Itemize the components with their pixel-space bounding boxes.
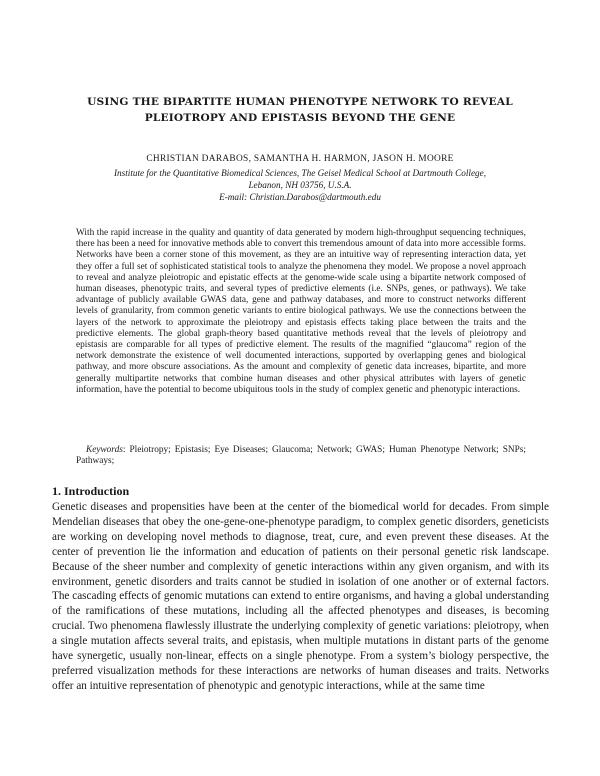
affiliation-institute: Institute for the Quantitative Biomedical Sciences, The Geisel Medical School at Dartmouth College, [113,168,487,178]
keywords-paragraph [76,445,526,467]
affiliation-block [60,167,540,203]
author-list: CHRISTIAN DARABOS, SAMANTHA H. HARMON, JASON H. MOORE [146,154,454,164]
paper-title: USING THE BIPARTITE HUMAN PHENOTYPE NETWORK TO REVEAL PLEIOTROPY AND EPISTASIS BEYOND THE GENE [87,96,513,124]
affiliation-email[interactable]: E-mail: Christian.Darabos@dartmouth.edu [219,192,381,202]
abstract-text: With the rapid increase in the quality and quantity of data generated by modern high-throughput sequencing techniques, there has been a need for innovative methods able to convert this tremendous amount of data into more accessible forms. Networks have been a corner stone of this movement, as they are an intuitive way of representing interaction data, yet they offer a full set of sophisticated statistical tools to analyze the phenomena they model. We propose a novel approach to reveal and analyze pleiotropic and epistatic effects at the genome-wide scale using a bipartite network composed of human diseases, phenotypic traits, and several types of predictive elements (i.e. SNPs, genes, or pathways). We take advantage of publicly available GWAS data, gene and pathway databases, and more to construct networks different levels of granularity, from common genetic variants to entire biological pathways. We use the connections between the layers of the network to approximate the pleiotropy and epistasis effects taking place between the traits and the predictive elements. The global graph-theory based quantitative methods reveal that the levels of pleiotropy and epistasis are comparable for all types of predictive element. The results of the magnified “glaucoma” region of the network demonstrate the existence of well documented interactions, supported by overlapping genes and biological pathway, and more obscure associations. As the amount and complexity of genetic data increases, bipartite, and more generally multipartite networks that combine human diseases and other physical attributes with layers of genetic information, have the potential to become ubiquitous tools in the study of complex genetic and phenotypic interactions. [76,228,526,395]
affiliation-address: Lebanon, NH 03756, U.S.A. [248,180,352,190]
keywords-label: Keywords [86,445,123,455]
section-heading-introduction: 1. Introduction [52,484,130,498]
introduction-text: Genetic diseases and propensities have been at the center of the biomedical world for decades. From simple Mendelian diseases that obey the one-gene-one-phenotype paradigm, to complex genetic disorders, geneticists are working on developing novel methods to diagnose, treat, cure, and even prevent these diseases. At the center of prevention lie the information and education of patients on their personal genetic risk landscape. Because of the sheer number and complexity of genetic interactions within any given organism, and with its environment, genetic disorders and traits cannot be studied in isolation of one another or of external factors. The cascading effects of genomic mutations can extend to entire organisms, and having a global understanding of the ramifications of these mutations, including all the affected phenotypes and diseases, is becoming crucial. Two phenomena flawlessly illustrate the underlying complexity of genetic variations: pleiotropy, when a single mutation affects several traits, and epistasis, when multiple mutations in distant parts of the genome have synergetic, usually non-linear, effects on a single phenotype. From a system’s biology perspective, the preferred visualization methods for these interactions are networks of human diseases and traits. Networks offer an intuitive representation of phenotypic and genotypic interactions, while at the same time [52,501,549,692]
keywords-list: : Pleiotropy; Epistasis; Eye Diseases; Glaucoma; Network; GWAS; Human Phenotype Network; SNPs; Pathways; [76,445,526,467]
